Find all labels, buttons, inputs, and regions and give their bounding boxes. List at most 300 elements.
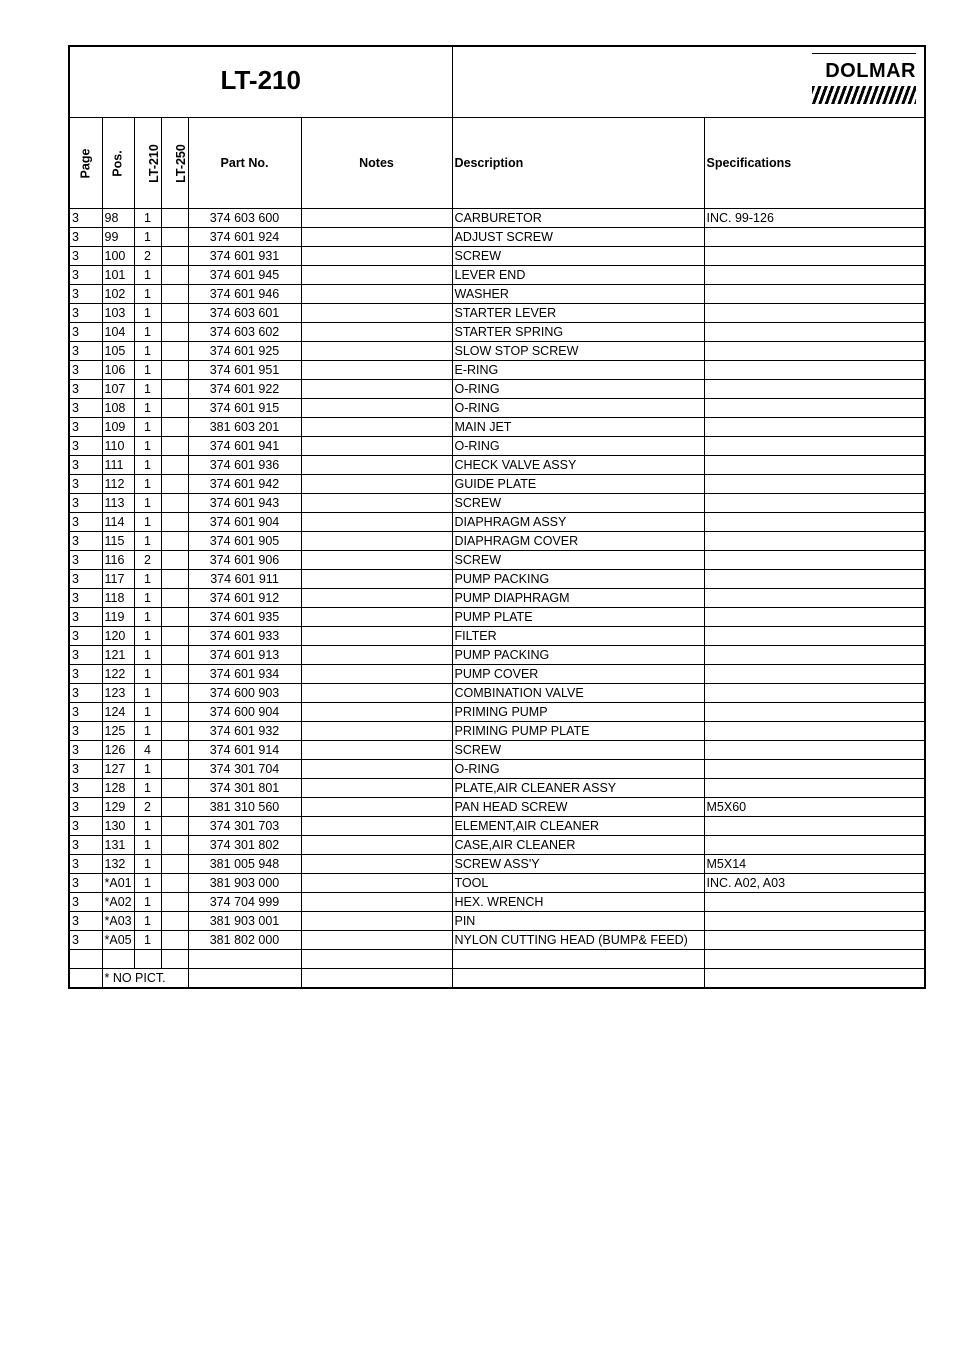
cell-qty-lt210: 1 (134, 855, 161, 874)
cell-description: LEVER END (452, 266, 704, 285)
cell-specifications (704, 912, 925, 931)
cell-page: 3 (69, 741, 102, 760)
cell-page: 3 (69, 570, 102, 589)
cell-qty-lt250 (161, 874, 188, 893)
cell-page: 3 (69, 551, 102, 570)
cell-pos: 123 (102, 684, 134, 703)
cell-qty-lt250 (161, 323, 188, 342)
cell-notes (301, 266, 452, 285)
cell-part-no: 374 301 703 (188, 817, 301, 836)
col-header-notes: Notes (301, 118, 452, 209)
table-row (69, 380, 925, 399)
cell-part-no: 374 601 941 (188, 437, 301, 456)
table-row (69, 361, 925, 380)
cell-notes (301, 684, 452, 703)
cell-notes (301, 456, 452, 475)
cell-specifications (704, 779, 925, 798)
cell-notes (301, 247, 452, 266)
cell-qty-lt250 (161, 456, 188, 475)
cell-pos: 121 (102, 646, 134, 665)
cell-specifications (704, 589, 925, 608)
table-row (69, 665, 925, 684)
cell-specifications (704, 304, 925, 323)
cell-qty-lt250 (161, 722, 188, 741)
cell-description: PUMP COVER (452, 665, 704, 684)
cell-specifications (704, 437, 925, 456)
cell-qty-lt210: 1 (134, 304, 161, 323)
cell-part-no: 381 005 948 (188, 855, 301, 874)
cell-specifications (704, 741, 925, 760)
cell-notes (301, 931, 452, 950)
cell-page: 3 (69, 760, 102, 779)
cell-description: HEX. WRENCH (452, 893, 704, 912)
cell-notes (301, 703, 452, 722)
cell-description: O-RING (452, 760, 704, 779)
cell-notes (301, 665, 452, 684)
cell-description: MAIN JET (452, 418, 704, 437)
cell-specifications (704, 342, 925, 361)
cell-part-no: 381 310 560 (188, 798, 301, 817)
cell-part-no: 374 603 600 (188, 209, 301, 228)
cell-part-no: 374 601 911 (188, 570, 301, 589)
cell-specifications (704, 627, 925, 646)
cell-qty-lt210: 1 (134, 912, 161, 931)
cell-notes (301, 380, 452, 399)
cell-page (69, 950, 102, 969)
cell-qty-lt250 (161, 418, 188, 437)
cell-part-no: 374 601 915 (188, 399, 301, 418)
cell-qty-lt210: 1 (134, 342, 161, 361)
cell-page: 3 (69, 684, 102, 703)
cell-pos: 101 (102, 266, 134, 285)
cell-description: SCREW ASS'Y (452, 855, 704, 874)
cell-notes (301, 551, 452, 570)
cell-pos: 127 (102, 760, 134, 779)
cell-page: 3 (69, 399, 102, 418)
cell-specifications (704, 475, 925, 494)
cell-specifications: INC. 99-126 (704, 209, 925, 228)
cell-page: 3 (69, 228, 102, 247)
cell-description: STARTER SPRING (452, 323, 704, 342)
table-row (69, 646, 925, 665)
cell-page: 3 (69, 665, 102, 684)
cell-qty-lt250 (161, 893, 188, 912)
cell-qty-lt210: 4 (134, 741, 161, 760)
cell-specifications (704, 836, 925, 855)
cell-specifications (704, 513, 925, 532)
cell-notes (301, 950, 452, 969)
cell-page: 3 (69, 266, 102, 285)
cell-page: 3 (69, 456, 102, 475)
table-row (69, 304, 925, 323)
cell-description: GUIDE PLATE (452, 475, 704, 494)
table-row (69, 779, 925, 798)
cell-qty-lt250 (161, 513, 188, 532)
cell-part-no: 374 601 945 (188, 266, 301, 285)
cell-page: 3 (69, 342, 102, 361)
cell-notes (301, 646, 452, 665)
cell-qty-lt210: 1 (134, 931, 161, 950)
cell-part-no: 381 603 201 (188, 418, 301, 437)
cell-qty-lt250 (161, 589, 188, 608)
cell-part-no: 374 601 914 (188, 741, 301, 760)
cell-description: DIAPHRAGM COVER (452, 532, 704, 551)
cell-pos: 124 (102, 703, 134, 722)
col-header-description: Description (452, 118, 704, 209)
cell-part-no: 374 601 924 (188, 228, 301, 247)
cell-pos: 115 (102, 532, 134, 551)
cell-description: PUMP PACKING (452, 570, 704, 589)
cell-qty-lt250 (161, 399, 188, 418)
cell-pos: 132 (102, 855, 134, 874)
cell-pos: 109 (102, 418, 134, 437)
cell-pos: 110 (102, 437, 134, 456)
footnote-text: * NO PICT. (102, 969, 188, 989)
cell-part-no: 374 601 925 (188, 342, 301, 361)
cell-qty-lt250 (161, 855, 188, 874)
cell-page: 3 (69, 475, 102, 494)
cell-qty-lt250 (161, 760, 188, 779)
cell-description: E-RING (452, 361, 704, 380)
cell-page: 3 (69, 646, 102, 665)
cell-pos: 105 (102, 342, 134, 361)
cell-pos: 119 (102, 608, 134, 627)
cell-description: TOOL (452, 874, 704, 893)
cell-qty-lt250 (161, 836, 188, 855)
cell-qty-lt210: 1 (134, 760, 161, 779)
cell-qty-lt210: 1 (134, 779, 161, 798)
cell-qty-lt210: 2 (134, 551, 161, 570)
cell-description: SCREW (452, 741, 704, 760)
table-row (69, 817, 925, 836)
cell-description: COMBINATION VALVE (452, 684, 704, 703)
cell-pos: 112 (102, 475, 134, 494)
cell-qty-lt250 (161, 475, 188, 494)
table-row (69, 513, 925, 532)
cell-qty-lt210: 1 (134, 646, 161, 665)
cell-qty-lt210: 1 (134, 665, 161, 684)
cell-notes (301, 836, 452, 855)
cell-notes (301, 817, 452, 836)
cell-qty-lt210: 1 (134, 475, 161, 494)
cell-description: O-RING (452, 399, 704, 418)
cell-pos: 118 (102, 589, 134, 608)
footnote-empty-cell (452, 969, 704, 989)
table-row (69, 228, 925, 247)
cell-pos: 98 (102, 209, 134, 228)
cell-description: SCREW (452, 247, 704, 266)
cell-qty-lt210: 1 (134, 456, 161, 475)
cell-specifications (704, 532, 925, 551)
cell-description: CHECK VALVE ASSY (452, 456, 704, 475)
table-row (69, 551, 925, 570)
cell-specifications (704, 247, 925, 266)
cell-specifications: M5X60 (704, 798, 925, 817)
cell-page: 3 (69, 798, 102, 817)
cell-notes (301, 209, 452, 228)
cell-qty-lt210: 1 (134, 836, 161, 855)
cell-page: 3 (69, 855, 102, 874)
cell-specifications (704, 399, 925, 418)
cell-pos: *A03 (102, 912, 134, 931)
table-row (69, 798, 925, 817)
cell-notes (301, 798, 452, 817)
cell-specifications (704, 285, 925, 304)
cell-qty-lt210: 2 (134, 247, 161, 266)
cell-description: FILTER (452, 627, 704, 646)
cell-notes (301, 304, 452, 323)
table-row (69, 608, 925, 627)
cell-page: 3 (69, 703, 102, 722)
col-header-part-no: Part No. (188, 118, 301, 209)
cell-description: O-RING (452, 437, 704, 456)
cell-qty-lt210: 1 (134, 418, 161, 437)
cell-qty-lt210: 1 (134, 722, 161, 741)
cell-page: 3 (69, 912, 102, 931)
cell-description: STARTER LEVER (452, 304, 704, 323)
cell-notes (301, 399, 452, 418)
cell-qty-lt210: 1 (134, 627, 161, 646)
cell-specifications (704, 760, 925, 779)
cell-qty-lt210: 1 (134, 209, 161, 228)
cell-page: 3 (69, 836, 102, 855)
cell-qty-lt250 (161, 570, 188, 589)
cell-qty-lt210: 1 (134, 817, 161, 836)
cell-description: PAN HEAD SCREW (452, 798, 704, 817)
cell-qty-lt210: 1 (134, 494, 161, 513)
cell-description: O-RING (452, 380, 704, 399)
table-row (69, 494, 925, 513)
cell-qty-lt250 (161, 437, 188, 456)
table-row (69, 285, 925, 304)
table-row (69, 247, 925, 266)
cell-notes (301, 627, 452, 646)
cell-page: 3 (69, 437, 102, 456)
col-header-specifications: Specifications (704, 118, 925, 209)
cell-qty-lt250 (161, 361, 188, 380)
cell-pos: *A05 (102, 931, 134, 950)
cell-page: 3 (69, 323, 102, 342)
brand-name: DOLMAR (825, 60, 916, 82)
table-row (69, 209, 925, 228)
brand-logo-cell (452, 46, 925, 118)
cell-qty-lt210: 2 (134, 798, 161, 817)
cell-part-no: 381 802 000 (188, 931, 301, 950)
dolmar-logo (812, 53, 916, 104)
table-row (69, 323, 925, 342)
cell-qty-lt210: 1 (134, 513, 161, 532)
table-row (69, 456, 925, 475)
cell-pos: 114 (102, 513, 134, 532)
cell-part-no: 374 603 602 (188, 323, 301, 342)
cell-pos: 116 (102, 551, 134, 570)
cell-pos: 113 (102, 494, 134, 513)
cell-notes (301, 228, 452, 247)
cell-part-no: 374 601 936 (188, 456, 301, 475)
table-row (69, 836, 925, 855)
cell-pos: 104 (102, 323, 134, 342)
cell-pos: 120 (102, 627, 134, 646)
cell-part-no: 374 601 906 (188, 551, 301, 570)
cell-pos: 108 (102, 399, 134, 418)
cell-specifications (704, 665, 925, 684)
cell-page: 3 (69, 874, 102, 893)
cell-pos: 117 (102, 570, 134, 589)
cell-notes (301, 475, 452, 494)
cell-qty-lt210: 1 (134, 285, 161, 304)
cell-notes (301, 874, 452, 893)
cell-description: PIN (452, 912, 704, 931)
table-row (69, 893, 925, 912)
table-row (69, 741, 925, 760)
cell-part-no: 374 601 943 (188, 494, 301, 513)
cell-part-no: 374 601 922 (188, 380, 301, 399)
cell-qty-lt210: 1 (134, 608, 161, 627)
model-title: LT-210 (69, 46, 452, 118)
cell-page: 3 (69, 285, 102, 304)
table-row (69, 266, 925, 285)
cell-specifications: M5X14 (704, 855, 925, 874)
table-row (69, 760, 925, 779)
cell-page: 3 (69, 380, 102, 399)
cell-page: 3 (69, 722, 102, 741)
cell-qty-lt250 (161, 950, 188, 969)
cell-description: PUMP DIAPHRAGM (452, 589, 704, 608)
cell-qty-lt250 (161, 266, 188, 285)
cell-part-no: 374 301 801 (188, 779, 301, 798)
cell-part-no: 374 301 802 (188, 836, 301, 855)
cell-part-no: 374 601 905 (188, 532, 301, 551)
cell-description: DIAPHRAGM ASSY (452, 513, 704, 532)
cell-part-no: 381 903 000 (188, 874, 301, 893)
cell-qty-lt210: 1 (134, 684, 161, 703)
cell-pos: 106 (102, 361, 134, 380)
parts-list-sheet (68, 45, 924, 989)
cell-qty-lt210: 1 (134, 399, 161, 418)
cell-part-no: 374 601 912 (188, 589, 301, 608)
cell-qty-lt250 (161, 209, 188, 228)
cell-qty-lt250 (161, 627, 188, 646)
cell-page: 3 (69, 513, 102, 532)
table-row (69, 722, 925, 741)
cell-notes (301, 608, 452, 627)
cell-notes (301, 418, 452, 437)
cell-notes (301, 741, 452, 760)
cell-qty-lt210: 1 (134, 380, 161, 399)
cell-qty-lt210: 1 (134, 532, 161, 551)
cell-description: PRIMING PUMP PLATE (452, 722, 704, 741)
cell-specifications (704, 608, 925, 627)
cell-part-no: 374 601 946 (188, 285, 301, 304)
cell-specifications (704, 703, 925, 722)
table-row (69, 855, 925, 874)
table-row (69, 703, 925, 722)
table-row (69, 950, 925, 969)
cell-notes (301, 285, 452, 304)
column-header-row (69, 118, 925, 209)
cell-notes (301, 361, 452, 380)
cell-qty-lt210: 1 (134, 589, 161, 608)
cell-description: ELEMENT,AIR CLEANER (452, 817, 704, 836)
cell-pos: *A01 (102, 874, 134, 893)
cell-qty-lt210 (134, 950, 161, 969)
cell-specifications (704, 722, 925, 741)
cell-page: 3 (69, 361, 102, 380)
parts-table (68, 45, 926, 989)
cell-pos: 100 (102, 247, 134, 266)
cell-notes (301, 342, 452, 361)
cell-page: 3 (69, 589, 102, 608)
cell-description: PUMP PLATE (452, 608, 704, 627)
cell-page: 3 (69, 494, 102, 513)
cell-qty-lt250 (161, 665, 188, 684)
cell-pos: 125 (102, 722, 134, 741)
cell-specifications (704, 950, 925, 969)
cell-specifications (704, 361, 925, 380)
cell-qty-lt250 (161, 494, 188, 513)
cell-part-no: 374 600 903 (188, 684, 301, 703)
cell-qty-lt210: 1 (134, 228, 161, 247)
col-header-lt210: LT-210 (134, 118, 161, 209)
cell-qty-lt250 (161, 342, 188, 361)
cell-qty-lt250 (161, 684, 188, 703)
cell-part-no: 381 903 001 (188, 912, 301, 931)
cell-specifications (704, 228, 925, 247)
cell-qty-lt210: 1 (134, 266, 161, 285)
table-row (69, 912, 925, 931)
cell-pos (102, 950, 134, 969)
col-header-page: Page (69, 118, 102, 209)
cell-qty-lt210: 1 (134, 323, 161, 342)
cell-specifications (704, 570, 925, 589)
cell-pos: 122 (102, 665, 134, 684)
cell-specifications (704, 646, 925, 665)
table-row (69, 437, 925, 456)
cell-part-no: 374 704 999 (188, 893, 301, 912)
cell-notes (301, 589, 452, 608)
cell-qty-lt210: 1 (134, 437, 161, 456)
cell-page: 3 (69, 304, 102, 323)
cell-pos: 130 (102, 817, 134, 836)
cell-pos: 111 (102, 456, 134, 475)
cell-notes (301, 893, 452, 912)
cell-page: 3 (69, 893, 102, 912)
cell-specifications (704, 380, 925, 399)
footnote-empty-cell (704, 969, 925, 989)
cell-specifications (704, 817, 925, 836)
footnote-row (69, 969, 925, 989)
cell-part-no: 374 601 904 (188, 513, 301, 532)
cell-page: 3 (69, 209, 102, 228)
cell-specifications (704, 456, 925, 475)
cell-part-no (188, 950, 301, 969)
cell-pos: 128 (102, 779, 134, 798)
cell-page: 3 (69, 608, 102, 627)
cell-page: 3 (69, 247, 102, 266)
cell-notes (301, 855, 452, 874)
cell-part-no: 374 601 913 (188, 646, 301, 665)
table-row (69, 931, 925, 950)
cell-description: CARBURETOR (452, 209, 704, 228)
cell-part-no: 374 601 931 (188, 247, 301, 266)
table-row (69, 418, 925, 437)
logo-stripes-icon (812, 86, 916, 104)
cell-description: SLOW STOP SCREW (452, 342, 704, 361)
cell-page: 3 (69, 817, 102, 836)
cell-qty-lt210: 1 (134, 703, 161, 722)
cell-qty-lt210: 1 (134, 874, 161, 893)
cell-notes (301, 722, 452, 741)
